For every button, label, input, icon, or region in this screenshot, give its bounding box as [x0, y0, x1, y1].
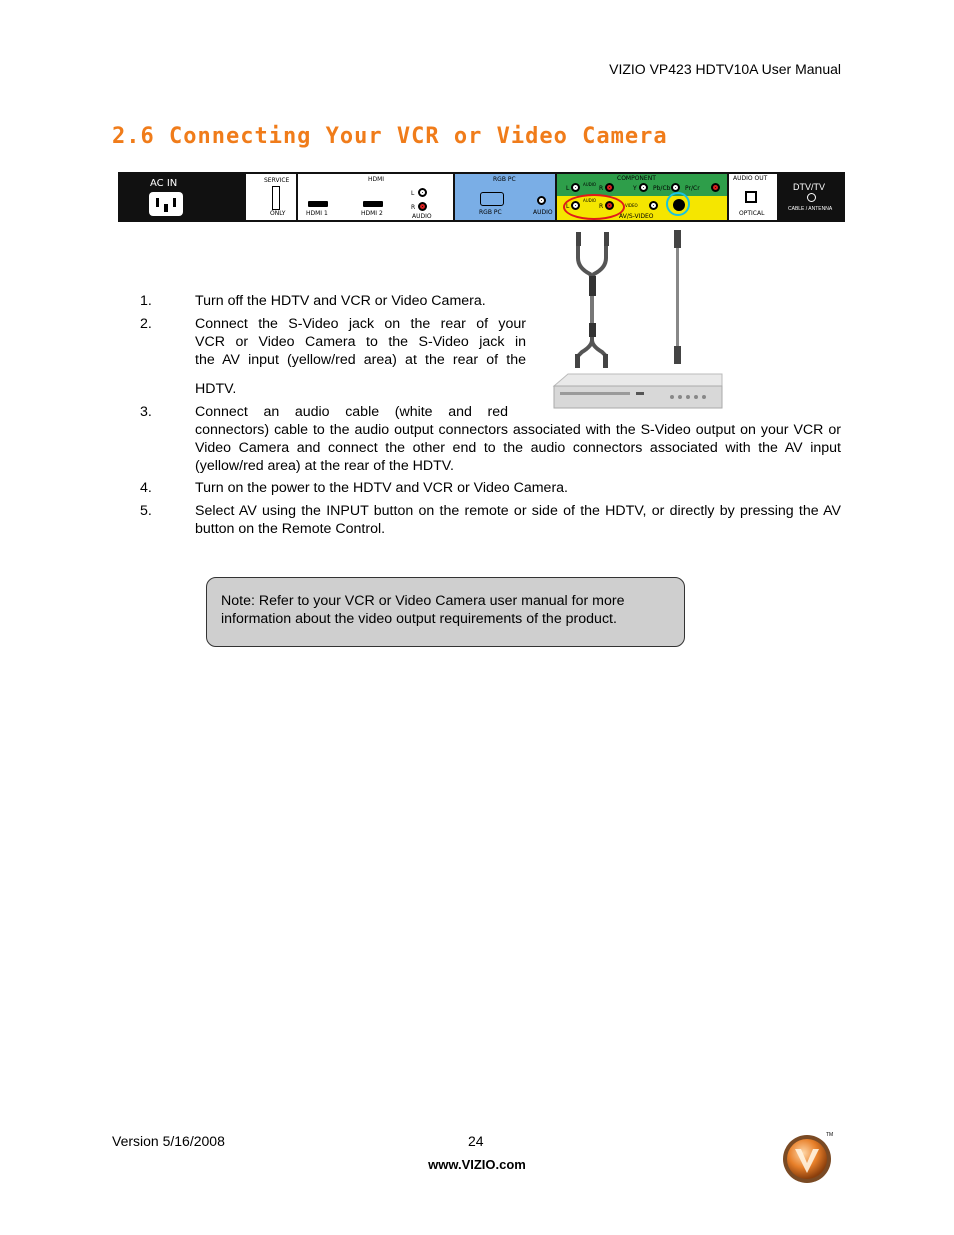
component-jack-icon — [639, 183, 648, 192]
rgb-pc-header: RGB PC — [493, 176, 516, 183]
av-svideo-label: AV/S-VIDEO — [619, 213, 654, 220]
coax-jack-icon — [807, 193, 816, 202]
analog-jacks-holder-75 — [729, 174, 777, 220]
dtv-section — [779, 174, 843, 220]
step-text-rest: connectors) cable to the audio output connectors associated with the S-Video output on your VCR or Video Camera and connect the other end to the audio connectors associated with the AV input (yellow/red area) at the rear of the HDTV. — [195, 422, 841, 474]
step-text-first: Connect an audio cable (white and red — [195, 404, 508, 420]
comp-pr-label: Pr/Cr — [685, 185, 700, 192]
optical-label: OPTICAL — [739, 210, 765, 217]
hdmi-port-icon — [308, 201, 328, 207]
step-text-line: Connect the S-Video jack on the rear of your — [195, 316, 526, 332]
comp-audio-label: AUDIO — [583, 182, 597, 187]
rca-cable-icon — [575, 232, 609, 368]
comp-pb-label: Pb/Cb — [653, 185, 671, 192]
service-port-icon — [272, 186, 280, 210]
svideo-highlight-circle — [666, 192, 690, 216]
hdmi2-label: HDMI 2 — [361, 210, 383, 217]
component-jack-icon — [671, 183, 680, 192]
vcr-cables-illustration — [540, 228, 740, 418]
audio-jack-icon — [418, 202, 427, 211]
vizio-logo-icon — [782, 1133, 832, 1185]
av-svideo-section — [557, 196, 727, 220]
trademark-mark: TM — [826, 1132, 834, 1138]
vga-port-icon — [480, 192, 504, 206]
comp-r-label: R — [599, 185, 604, 192]
rgb-audio-label: AUDIO — [533, 209, 553, 216]
service-label: SERVICE — [264, 177, 290, 184]
ac-in-section — [120, 174, 244, 220]
av-video-label: VIDEO — [625, 203, 638, 208]
rgb-pc-port-label: RGB PC — [479, 209, 502, 216]
cable-antenna-label: CABLE / ANTENNA — [788, 206, 833, 212]
step-number: 2. — [140, 316, 152, 332]
step-number: 5. — [140, 503, 152, 519]
ac-in-label: AC IN — [150, 178, 178, 189]
video-jack-icon — [649, 201, 658, 210]
audio-highlight-circle — [563, 194, 625, 220]
rgb-pc-section — [455, 174, 555, 220]
note-text: Note: Refer to your VCR or Video Camera user manual for more information about the video output requirements of the product. — [221, 593, 625, 627]
component-jack-icon — [711, 183, 720, 192]
audio-jack-icon — [605, 183, 614, 192]
hdmi-section — [298, 174, 453, 220]
page-number: 24 — [468, 1133, 484, 1149]
step-number: 1. — [140, 293, 152, 309]
component-header: COMPONENT — [617, 175, 656, 182]
audio-jack-icon — [537, 196, 546, 205]
section-title: 2.6 Connecting Your VCR or Video Camera — [112, 124, 668, 149]
step-1 — [140, 292, 530, 310]
rear-panel-diagram — [118, 172, 845, 222]
hdmi-r-label: R — [411, 204, 416, 211]
step-number: 4. — [140, 480, 152, 496]
audio-out-header: AUDIO OUT — [733, 175, 768, 182]
note-box — [206, 577, 685, 647]
service-section — [246, 174, 296, 220]
dtv-label: DTV/TV — [793, 182, 826, 192]
component-section — [557, 174, 727, 196]
step-5 — [140, 502, 842, 538]
av-r-label: R — [599, 203, 604, 210]
step-text-line: HDTV. — [195, 381, 237, 397]
comp-y-label: Y — [633, 185, 637, 192]
service-only-label: ONLY — [270, 210, 286, 217]
audio-jack-icon — [571, 183, 580, 192]
footer-version: Version 5/16/2008 — [112, 1133, 225, 1149]
av-audio-label: AUDIO — [583, 198, 597, 203]
step-4 — [140, 479, 842, 497]
step-text-line: the AV input (yellow/red area) at the rear of the — [195, 352, 526, 368]
ac-power-icon — [148, 191, 184, 217]
step-text-line: VCR or Video Camera to the S-Video jack in — [195, 334, 526, 350]
hdmi1-label: HDMI 1 — [306, 210, 328, 217]
header-title: VIZIO VP423 HDTV10A User Manual — [609, 61, 841, 77]
step-text: Turn on the power to the HDTV and VCR or Video Camera. — [195, 480, 568, 496]
step-3 — [140, 403, 842, 475]
svideo-cable-icon — [674, 230, 681, 364]
hdmi-audio-label: AUDIO — [412, 213, 432, 220]
hdmi-l-label: L — [411, 190, 415, 197]
step-2 — [140, 315, 530, 405]
step-text: Turn off the HDTV and VCR or Video Camera. — [195, 293, 486, 309]
footer-url: www.VIZIO.com — [428, 1157, 526, 1172]
hdmi-header: HDMI — [368, 176, 385, 183]
av-l-label: L — [566, 203, 570, 210]
comp-l-label: L — [566, 185, 570, 192]
hdmi-port-icon — [363, 201, 383, 207]
audio-jack-icon — [418, 188, 427, 197]
step-text: Select AV using the INPUT button on the remote or side of the HDTV, or directly by pressing the AV button on the Remote Control. — [195, 503, 841, 537]
step-number: 3. — [140, 404, 152, 420]
